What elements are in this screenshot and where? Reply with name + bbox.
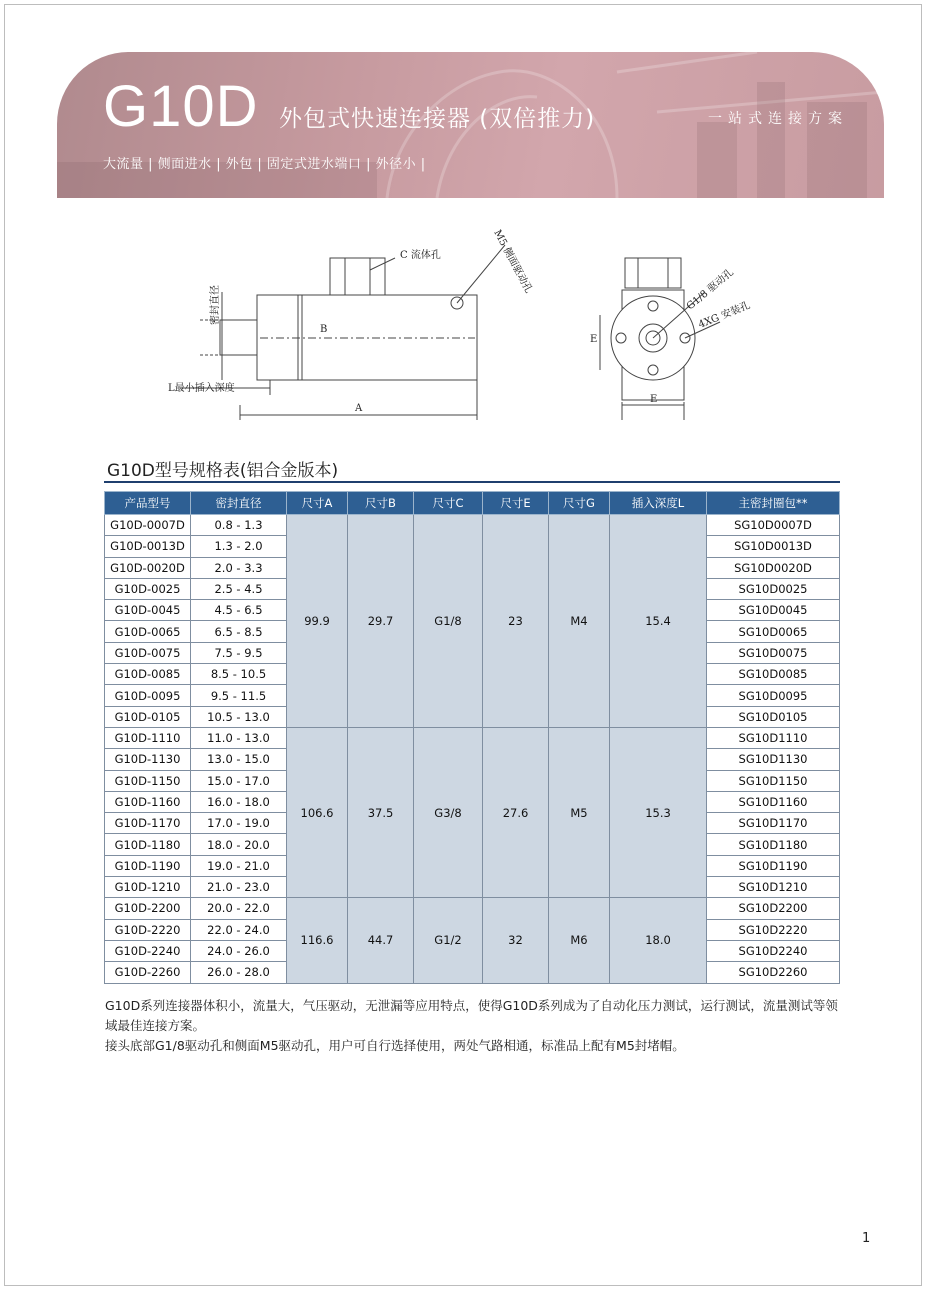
cell-seal-kit: SG10D0020D [707, 557, 840, 578]
cell-seal-diameter: 4.5 - 6.5 [191, 600, 287, 621]
cell-seal-diameter: 7.5 - 9.5 [191, 642, 287, 663]
cell-dim-g: M4 [549, 515, 610, 728]
cell-seal-kit: SG10D1170 [707, 813, 840, 834]
cell-seal-kit: SG10D0025 [707, 578, 840, 599]
cell-model: G10D-0045 [105, 600, 191, 621]
feature-tags: 大流量 | 侧面进水 | 外包 | 固定式进水端口 | 外径小 | [103, 157, 426, 172]
cell-dim-c: G1/2 [414, 898, 483, 983]
cell-model: G10D-0085 [105, 664, 191, 685]
table-title: G10D型号规格表(铝合金版本) [107, 461, 339, 481]
cell-model: G10D-1130 [105, 749, 191, 770]
cell-dim-a: 106.6 [287, 727, 348, 897]
cell-seal-diameter: 22.0 - 24.0 [191, 919, 287, 940]
table-body [105, 515, 840, 984]
header-dim-c: 尺寸C [414, 492, 483, 515]
cell-dim-g: M5 [549, 727, 610, 897]
cell-model: G10D-2240 [105, 940, 191, 961]
description [105, 996, 840, 1056]
cell-model: G10D-2220 [105, 919, 191, 940]
label-dim-e-vertical: E [590, 334, 598, 345]
label-dim-b: B [320, 324, 328, 335]
cell-dim-g: M6 [549, 898, 610, 983]
header-banner [57, 52, 884, 198]
label-fluid-port: C 流体孔 [400, 250, 441, 261]
cell-seal-kit: SG10D0085 [707, 664, 840, 685]
cell-model: G10D-0095 [105, 685, 191, 706]
cell-model: G10D-0025 [105, 578, 191, 599]
cell-seal-kit: SG10D1210 [707, 877, 840, 898]
label-dim-a: A [355, 403, 363, 414]
cell-seal-diameter: 8.5 - 10.5 [191, 664, 287, 685]
cell-seal-diameter: 16.0 - 18.0 [191, 791, 287, 812]
cell-seal-diameter: 26.0 - 28.0 [191, 962, 287, 983]
cell-model: G10D-1210 [105, 877, 191, 898]
cell-model: G10D-0007D [105, 515, 191, 536]
cell-seal-diameter: 6.5 - 8.5 [191, 621, 287, 642]
cell-insert-depth: 15.4 [610, 515, 707, 728]
cell-seal-kit: SG10D0045 [707, 600, 840, 621]
cell-dim-c: G3/8 [414, 727, 483, 897]
cell-seal-kit: SG10D0095 [707, 685, 840, 706]
cell-dim-c: G1/8 [414, 515, 483, 728]
label-g18-port: G1/8 驱动孔 [684, 267, 736, 313]
table-row [105, 515, 840, 536]
spec-table [104, 491, 840, 984]
cell-model: G10D-0020D [105, 557, 191, 578]
cell-model: G10D-1150 [105, 770, 191, 791]
cell-seal-diameter: 1.3 - 2.0 [191, 536, 287, 557]
cell-seal-diameter: 19.0 - 21.0 [191, 855, 287, 876]
label-mounting-holes: 4XG 安装孔 [697, 300, 752, 331]
cell-seal-diameter: 24.0 - 26.0 [191, 940, 287, 961]
cell-seal-kit: SG10D1160 [707, 791, 840, 812]
cell-model: G10D-2260 [105, 962, 191, 983]
header-dim-a: 尺寸A [287, 492, 348, 515]
cell-model: G10D-1170 [105, 813, 191, 834]
label-dim-e-horizontal: E [650, 394, 658, 405]
cell-seal-diameter: 11.0 - 13.0 [191, 727, 287, 748]
header-seal-diameter: 密封直径 [191, 492, 287, 515]
cell-seal-kit: SG10D1130 [707, 749, 840, 770]
header-insert-depth: 插入深度L [610, 492, 707, 515]
cell-seal-kit: SG10D1190 [707, 855, 840, 876]
label-seal-diameter: 密封直径 [210, 285, 221, 325]
cell-seal-diameter: 0.8 - 1.3 [191, 515, 287, 536]
table-row [105, 898, 840, 919]
cell-insert-depth: 18.0 [610, 898, 707, 983]
cell-seal-kit: SG10D1110 [707, 727, 840, 748]
table-row [105, 727, 840, 748]
cell-seal-diameter: 18.0 - 20.0 [191, 834, 287, 855]
cell-seal-diameter: 2.0 - 3.3 [191, 557, 287, 578]
cell-dim-e: 23 [483, 515, 549, 728]
header-seal-kit: 主密封圈包** [707, 492, 840, 515]
cell-model: G10D-2200 [105, 898, 191, 919]
cell-seal-diameter: 17.0 - 19.0 [191, 813, 287, 834]
cell-seal-kit: SG10D2200 [707, 898, 840, 919]
cell-model: G10D-1180 [105, 834, 191, 855]
header-dim-e: 尺寸E [483, 492, 549, 515]
technical-drawing [160, 220, 780, 420]
cell-dim-b: 37.5 [348, 727, 414, 897]
cell-model: G10D-1110 [105, 727, 191, 748]
cell-seal-kit: SG10D0013D [707, 536, 840, 557]
cell-model: G10D-0065 [105, 621, 191, 642]
cell-seal-diameter: 10.5 - 13.0 [191, 706, 287, 727]
cell-seal-diameter: 9.5 - 11.5 [191, 685, 287, 706]
cell-seal-kit: SG10D2220 [707, 919, 840, 940]
cell-seal-kit: SG10D2260 [707, 962, 840, 983]
title-rule [104, 481, 840, 483]
cell-seal-kit: SG10D1180 [707, 834, 840, 855]
cell-seal-diameter: 2.5 - 4.5 [191, 578, 287, 599]
page-number: 1 [862, 1231, 871, 1246]
cell-seal-kit: SG10D0075 [707, 642, 840, 663]
header-model: 产品型号 [105, 492, 191, 515]
cell-dim-b: 29.7 [348, 515, 414, 728]
cell-seal-kit: SG10D0065 [707, 621, 840, 642]
description-paragraph: 接头底部G1/8驱动孔和侧面M5驱动孔，用户可自行选择使用，两处气路相通，标准品上配有M5封堵帽。 [105, 1038, 685, 1053]
label-m5-port: M5 侧面驱动孔 [491, 228, 534, 296]
product-title: 外包式快速连接器 (双倍推力) [279, 106, 596, 132]
cell-dim-b: 44.7 [348, 898, 414, 983]
cell-seal-diameter: 21.0 - 23.0 [191, 877, 287, 898]
table-header-row [105, 492, 840, 515]
cell-dim-a: 99.9 [287, 515, 348, 728]
product-model: G10D [103, 74, 259, 139]
header-dim-b: 尺寸B [348, 492, 414, 515]
cell-model: G10D-1160 [105, 791, 191, 812]
cell-seal-kit: SG10D1150 [707, 770, 840, 791]
cell-seal-diameter: 15.0 - 17.0 [191, 770, 287, 791]
cell-model: G10D-0013D [105, 536, 191, 557]
cell-seal-diameter: 13.0 - 15.0 [191, 749, 287, 770]
cell-dim-e: 27.6 [483, 727, 549, 897]
fluid-port [330, 258, 385, 295]
header-dim-g: 尺寸G [549, 492, 610, 515]
cell-seal-kit: SG10D0007D [707, 515, 840, 536]
cell-model: G10D-0105 [105, 706, 191, 727]
slogan: 一站式连接方案 [708, 111, 848, 127]
cell-insert-depth: 15.3 [610, 727, 707, 897]
cell-dim-e: 32 [483, 898, 549, 983]
cell-seal-diameter: 20.0 - 22.0 [191, 898, 287, 919]
description-paragraph: G10D系列连接器体积小，流量大，气压驱动，无泄漏等应用特点，使得G10D系列成为了自动化压力测试，运行测试，流量测试等领域最佳连接方案。 [105, 998, 838, 1033]
cell-model: G10D-0075 [105, 642, 191, 663]
cell-seal-kit: SG10D2240 [707, 940, 840, 961]
cell-model: G10D-1190 [105, 855, 191, 876]
label-dim-l: L最小插入深度 [168, 383, 235, 394]
cell-dim-a: 116.6 [287, 898, 348, 983]
cell-seal-kit: SG10D0105 [707, 706, 840, 727]
